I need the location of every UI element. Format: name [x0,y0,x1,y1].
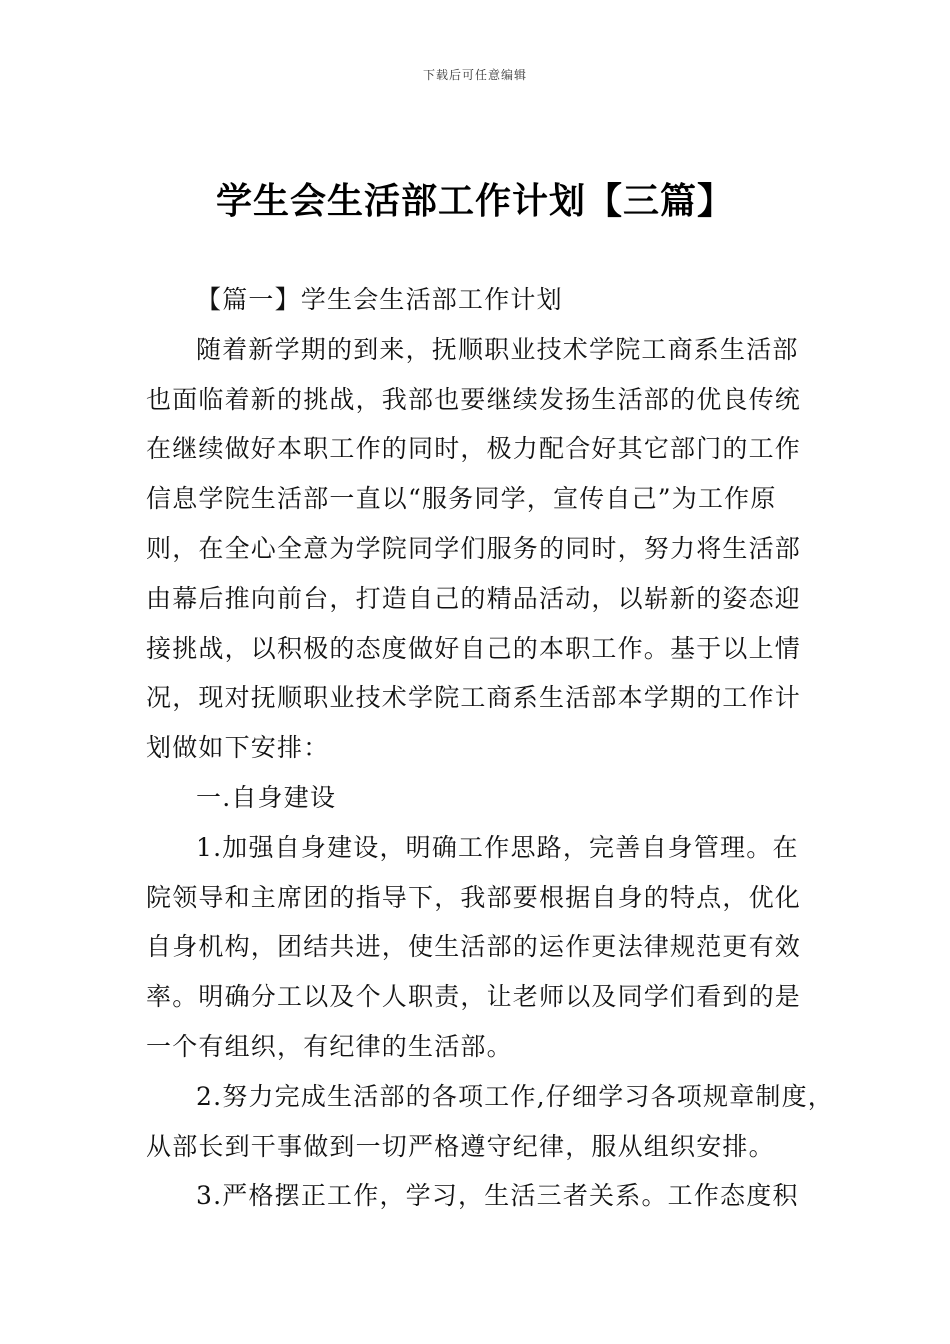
paragraph-line: 信息学院生活部一直以“服务同学，宣传自己”为工作原 [146,484,777,514]
paragraph-line: 也面临着新的挑战，我部也要继续发扬生活部的优良传统 [146,384,802,414]
paragraph-line: 院领导和主席团的指导下，我部要根据自身的特点，优化 [146,882,802,912]
document-body [146,283,835,1229]
paragraph-line: 况，现对抚顺职业技术学院工商系生活部本学期的工作计 [146,683,802,713]
paragraph-line: 率。明确分工以及个人职责，让老师以及同学们看到的是 [146,982,802,1012]
paragraph-line: 则，在全心全意为学院同学们服务的同时，努力将生活部 [146,533,802,563]
section-heading: 【篇一】学生会生活部工作计划 [196,285,563,314]
paragraph-line: 在继续做好本职工作的同时，极力配合好其它部门的工作 [146,434,802,464]
document-title: 学生会生活部工作计划【三篇】 [215,180,734,222]
paragraph-line: 划做如下安排： [146,733,330,763]
paragraph-line: 1.加强自身建设，明确工作思路，完善自身管理。在 [196,832,799,862]
paragraph-line: 由幕后推向前台，打造自己的精品活动，以崭新的姿态迎 [146,583,802,613]
paragraph-line: 一个有组织，有纪律的生活部。 [146,1031,513,1061]
paragraph-line: 3.严格摆正工作，学习，生活三者关系。工作态度积 [196,1181,799,1211]
subsection-heading: 一.自身建设 [196,782,337,812]
header-note: 下载后可任意编辑 [422,68,527,82]
paragraph-line: 随着新学期的到来，抚顺职业技术学院工商系生活部 [196,334,799,364]
paragraph-line: 接挑战，以积极的态度做好自己的本职工作。基于以上情 [146,633,802,663]
paragraph-line: 从部长到干事做到一切严格遵守纪律，服从组织安排。 [146,1131,775,1161]
paragraph-line: 自身机构，团结共进，使生活部的运作更法律规范更有效 [146,932,802,962]
paragraph-line: 2.努力完成生活部的各项工作,仔细学习各项规章制度， [196,1081,835,1111]
